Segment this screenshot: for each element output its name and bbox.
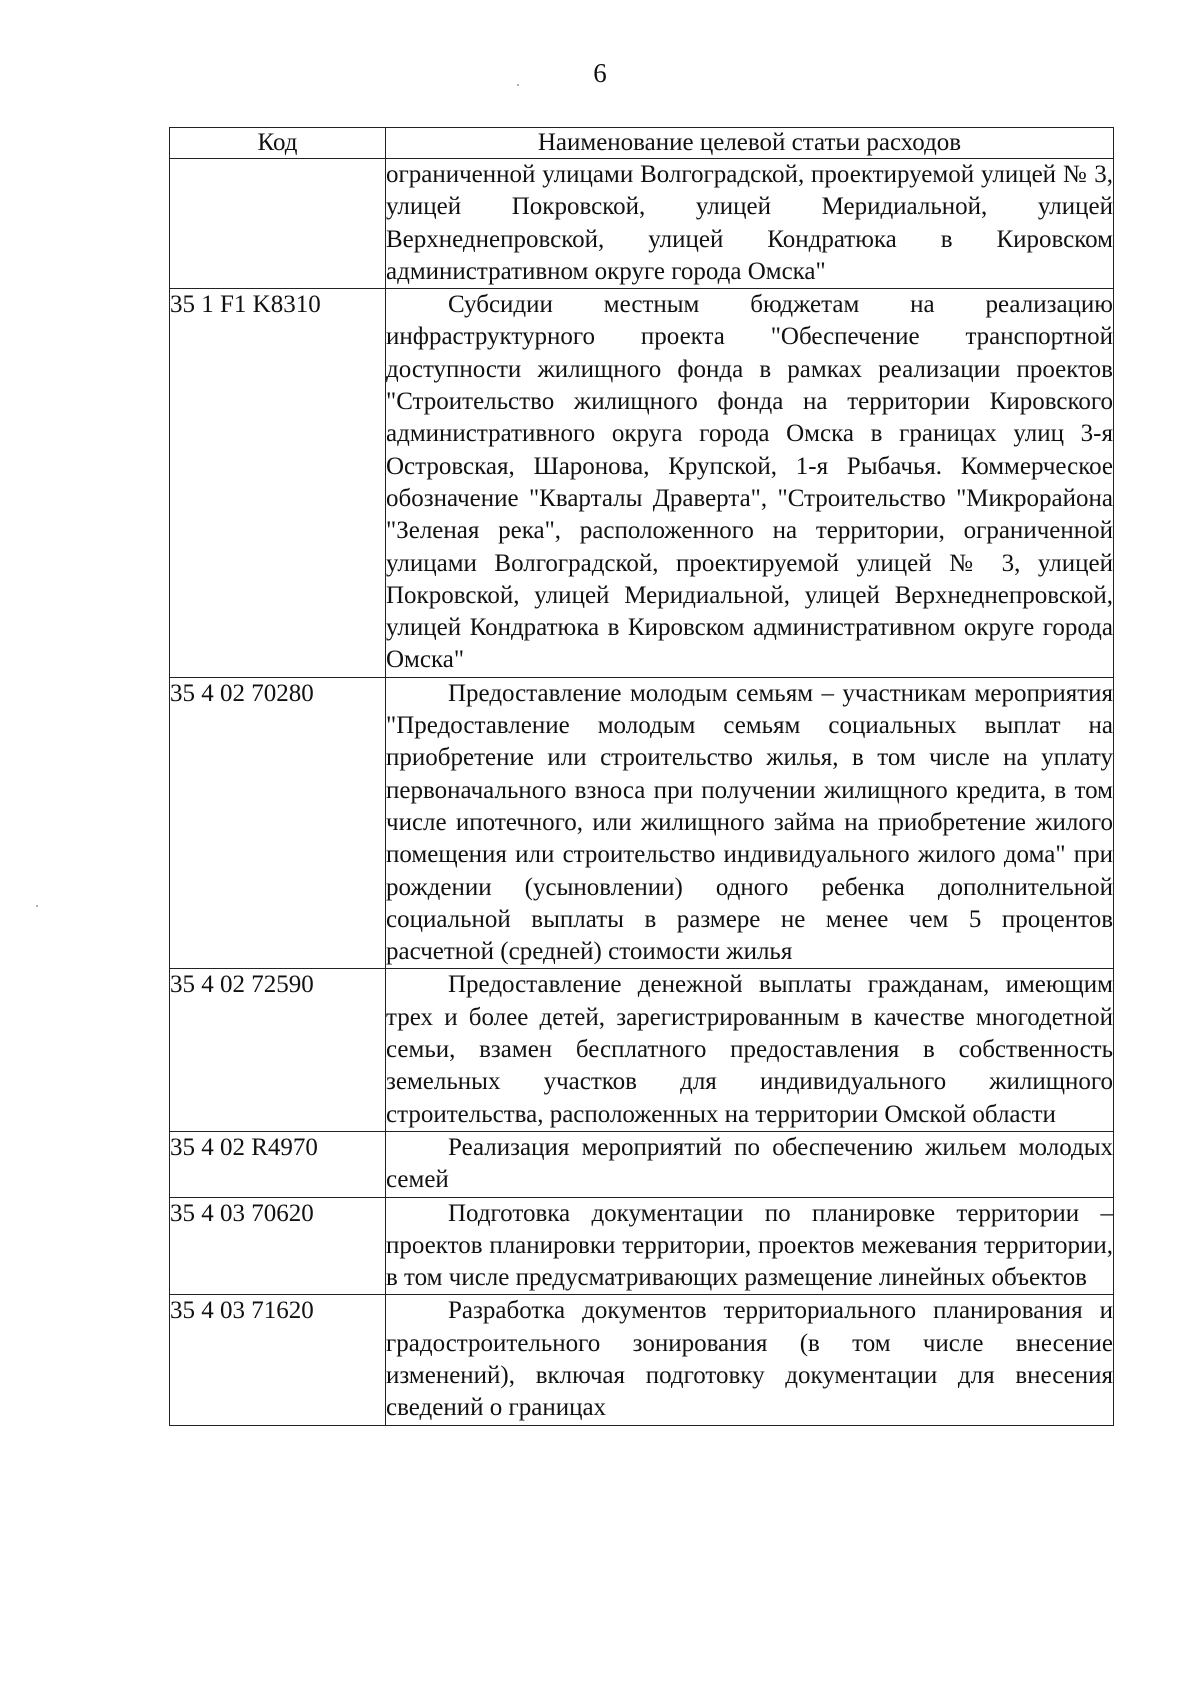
table-row <box>170 289 1114 678</box>
target-expense-items-table <box>169 127 1114 1426</box>
row-name: Субсидии местным бюджетам на реализацию инфраструктурного проекта "Обеспечение транспортной доступности жилищного фонда в рамках реализации проектов "Строительство жилищного фонда на территории Кировского административного округа города Омска в границах улиц 3-я Островская, Шаронова, Крупской, 1-я Рыбачья. Коммерческое обозначение "Кварталы Драверта", "Строительство "Микрорайона "Зеленая река", расположенного на территории, ограниченной улицами Волгоградской, проектируемой улицей № 3, улицей Покровской, улицей Меридиальной, улицей Верхнеднепровской, улицей Кондратюка в Кировском административном округе города Омска" <box>386 291 1113 674</box>
row-name-cell <box>386 969 1114 1131</box>
row-name: Подготовка документации по планировке территории – проектов планировки территории, проектов межевания территории, в том числе предусматривающих размещение линейных объектов <box>386 1199 1113 1292</box>
row-name-cell <box>386 159 1114 289</box>
header-code: Код <box>170 128 386 159</box>
row-name: Разработка документов территориального планирования и градостроительного зонирования (в том числе внесение изменений), включая подготовку документации для внесения сведений о границах <box>386 1297 1113 1422</box>
row-code: 35 4 02 R4970 <box>170 1131 386 1197</box>
row-code: 35 4 03 71620 <box>170 1295 386 1425</box>
row-name-cell <box>386 1197 1114 1295</box>
row-name: Реализация мероприятий по обеспечению жильем молодых семей <box>386 1133 1113 1194</box>
row-name-cell <box>386 1295 1114 1425</box>
row-name: Предоставление денежной выплаты гражданам, имеющим трех и более детей, зарегистрированным в качестве многодетной семьи, взамен бесплатного предоставления в собственность земельных участков для индивидуального жилищного строительства, расположенных на территории Омской области <box>386 971 1113 1128</box>
row-code: 35 4 02 72590 <box>170 969 386 1131</box>
table-row <box>170 1197 1114 1295</box>
table-row <box>170 677 1114 969</box>
table-row <box>170 969 1114 1131</box>
row-code: 35 1 F1 K8310 <box>170 289 386 678</box>
row-code-empty <box>170 159 386 289</box>
page-number: 6 <box>593 58 607 88</box>
table-row-continuation <box>170 159 1114 289</box>
row-name-cell <box>386 1131 1114 1197</box>
row-name-cell <box>386 677 1114 969</box>
scan-speck <box>36 905 38 907</box>
row-code: 35 4 03 70620 <box>170 1197 386 1295</box>
row-code: 35 4 02 70280 <box>170 677 386 969</box>
table-row <box>170 1295 1114 1425</box>
row-name-cell <box>386 289 1114 678</box>
table-row <box>170 1131 1114 1197</box>
header-name: Наименование целевой статьи расходов <box>386 128 1114 159</box>
table-header-row <box>170 128 1114 159</box>
scan-speck <box>517 84 519 86</box>
row-name: ограниченной улицами Волгоградской, проектируемой улицей № 3, улицей Покровской, улицей Меридиальной, улицей Верхнеднепровской, улицей Кондратюка в Кировском административном округе города Омска" <box>386 161 1113 285</box>
row-name: Предоставление молодым семьям – участникам мероприятия "Предоставление молодым семьям социальных выплат на приобретение или строительство жилья, в том числе на уплату первоначального взноса при получении жилищного кредита, в том числе ипотечного, или жилищного займа на приобретение жилого помещения или строительство индивидуального жилого дома" при рождении (усыновлении) одного ребенка дополнительной социальной выплаты в размере не менее чем 5 процентов расчетной (средней) стоимости жилья <box>386 679 1113 966</box>
